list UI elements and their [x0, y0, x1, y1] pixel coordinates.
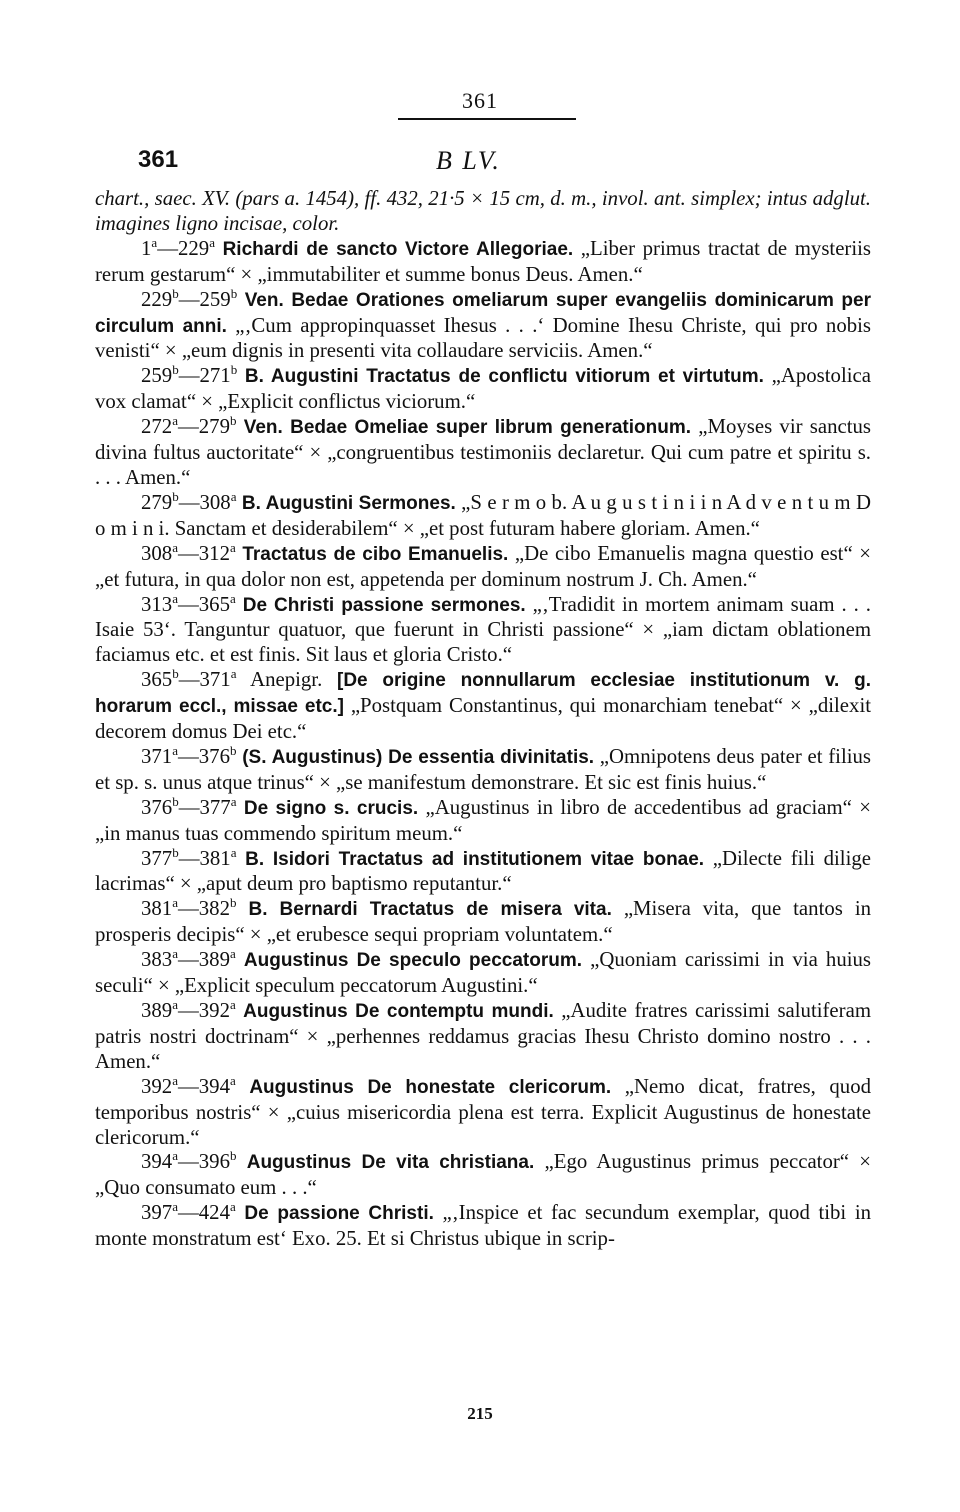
entry-number: 361 — [138, 146, 179, 173]
folio-side: a — [230, 488, 237, 504]
folio-side: b — [230, 285, 238, 301]
item-incipit-explicit: „‚Cum appropinquasset Ihesus . . .‘ Domine Ihesu Christe, qui pro nobis venisti“ × „eum dignis in presenti vita collaudare serviciis. Amen.“ — [95, 313, 871, 363]
folio-number: 389 — [198, 948, 230, 972]
range-dash: — — [178, 287, 200, 311]
folio-side: b — [229, 413, 237, 429]
folio-number: 229 — [141, 287, 173, 311]
folio-number: 376 — [141, 795, 173, 819]
contents-item — [95, 234, 871, 288]
contents-list — [95, 234, 872, 1252]
range-dash: — — [177, 948, 199, 972]
item-title: Richardi de sancto Victore Allegoriae. — [222, 238, 574, 260]
folio-range — [141, 1150, 236, 1173]
item-incipit-explicit: „Moyses vir sanctus divina fultus auctoritate“ × „congruentibus testimoniis declaretur. Qui cum patre et spiritu s. . . . Amen.“ — [95, 415, 871, 489]
item-incipit-explicit: „Liber primus tractat de mysteriis rerum gestarum“ × „immutabiliter et summe bonus Deus. Amen.“ — [95, 236, 871, 286]
item-title: Ven. Bedae Omeliae super librum generationum. — [243, 417, 692, 439]
item-title: Augustinus De vita christiana. — [246, 1152, 535, 1174]
folio-side: a — [172, 997, 178, 1013]
contents-item — [95, 668, 871, 745]
folio-range — [141, 1201, 236, 1224]
contents-item — [95, 415, 871, 491]
item-title: B. Augustini Tractatus de conflictu vitiorum et virtutum. — [244, 366, 764, 388]
item-title: De Christi passione sermones. — [242, 594, 526, 616]
item-title: De passione Christi. — [244, 1203, 434, 1225]
item-title: Tractatus de cibo Emanuelis. — [242, 543, 509, 565]
folio-number: 381 — [199, 846, 231, 870]
range-dash: — — [177, 999, 199, 1022]
range-dash: — — [178, 364, 200, 388]
folio-number: 394 — [198, 1074, 230, 1098]
folio-number: 377 — [141, 846, 173, 870]
folio-range — [141, 285, 238, 311]
folio-side: b — [172, 362, 179, 378]
item-title: B. Isidori Tractatus ad institutionem vitae bonae. — [245, 848, 705, 870]
contents-item — [95, 999, 871, 1075]
item-incipit-explicit: „Audite fratres carissimi salutiferam patris nostri doctrinam“ × „perhennes reddamus gracias Ihesu Christo domino nostro . . . Amen.“ — [95, 999, 871, 1073]
folio-range — [141, 668, 236, 691]
range-dash: — — [178, 668, 200, 692]
folio-side: a — [172, 413, 178, 429]
shelfmark: B LV. — [436, 146, 501, 175]
folio-number: 382 — [198, 897, 230, 921]
item-title: Augustinus De contemptu mundi. — [243, 1001, 554, 1022]
folio-number: 383 — [141, 948, 173, 972]
folio-side: b — [172, 844, 179, 860]
item-incipit-explicit: „Nemo dicat, fratres, quod temporibus nostris“ × „cuius misericordia plena est terra. Explicit Augustinus de honestate clericorum.“ — [95, 1074, 871, 1149]
item-incipit-explicit: „Misera vita, que tantos in prosperis decipis“ × „et erubesce sequi propriam voluntatem.“ — [95, 897, 871, 947]
folio-number: 308 — [141, 541, 173, 565]
range-dash: — — [177, 541, 199, 565]
folio-side: b — [229, 1148, 237, 1164]
folio-side: b — [172, 488, 179, 504]
item-incipit-explicit: „Dilecte fili dilige lacrimas“ × „aput deum pro baptismo reputantur.“ — [95, 846, 871, 896]
folio-side: a — [229, 590, 236, 606]
folio-number: 397 — [141, 1201, 173, 1225]
folio-number: 371 — [199, 668, 231, 692]
folio-range — [141, 844, 237, 870]
folio-number: 271 — [199, 364, 231, 388]
folio-number: 392 — [198, 999, 230, 1022]
page-number: 215 — [467, 1404, 493, 1423]
folio-side: a — [172, 1148, 178, 1164]
range-dash: — — [177, 897, 199, 921]
folio-side: b — [172, 666, 179, 682]
folio-number: 1 — [141, 236, 152, 260]
contents-item — [95, 488, 872, 542]
item-prefix: Anepigr. — [236, 668, 337, 692]
item-title: B. Augustini Sermones. — [241, 492, 456, 514]
range-dash: — — [177, 1074, 199, 1098]
folio-side: a — [230, 844, 237, 860]
item-incipit-explicit: „Apostolica vox clamat“ × „Explicit conflictus viciorum.“ — [95, 364, 871, 414]
range-dash: — — [178, 846, 200, 870]
item-title: (S. Augustinus) De essentia divinitatis. — [242, 746, 595, 768]
folio-side: a — [209, 234, 215, 250]
folio-range — [141, 590, 236, 616]
folio-number: 371 — [141, 744, 173, 768]
folio-range — [141, 948, 236, 971]
contents-item — [95, 844, 871, 898]
folio-side: a — [172, 895, 178, 911]
item-incipit-explicit: „Omnipotens deus pater et filius et sp. s. unus atque trinus“ × „se manifestum demonstrare. Et sic est finis huius.“ — [95, 744, 871, 794]
contents-item — [95, 897, 871, 948]
folio-number: 313 — [141, 592, 173, 616]
folio-side: a — [151, 234, 158, 250]
folio-side: b — [230, 362, 238, 378]
folio-side: b — [229, 743, 237, 759]
contents-item — [95, 590, 871, 669]
range-dash: — — [177, 744, 199, 768]
folio-side: a — [229, 946, 236, 962]
folio-range — [141, 415, 236, 438]
folio-side: a — [229, 997, 236, 1013]
running-head: 361 — [462, 88, 498, 113]
item-title: [De origine nonnullarum ecclesiae institutionum v. g. horarum eccl., missae etc.] — [95, 670, 872, 718]
folio-side: a — [229, 539, 236, 555]
folio-side: a — [172, 1199, 178, 1215]
folio-number: 272 — [141, 415, 173, 439]
contents-item — [95, 539, 871, 593]
item-incipit-explicit: „Postquam Constantinus, qui monarchiam tenebat“ × „dilexit decorem domus Dei etc.“ — [95, 694, 871, 744]
folio-side: a — [172, 590, 178, 606]
folio-number: 376 — [198, 744, 230, 768]
folio-number: 389 — [141, 999, 173, 1022]
folio-range — [141, 539, 236, 565]
folio-number: 365 — [198, 592, 230, 616]
range-dash: — — [178, 795, 200, 819]
range-dash: — — [157, 236, 178, 260]
item-incipit-explicit: „‚Tradidit in mortem animam suam . . . Isaie 53‘. Tanguntur quatuor, que fuerunt in Christi passione“ × „iam dictam oblationem faciamus etc. et est finis. Sit laus et gloria Cristo.“ — [95, 592, 871, 667]
range-dash: — — [177, 1150, 199, 1174]
folio-side: a — [172, 743, 178, 759]
item-incipit-explicit: „‚Inspice et fac secundum exemplar, quod tibi in monte monstratum est‘ Exo. 25. Et si Christus ubique in scrip- — [95, 1201, 871, 1251]
header-rule — [398, 118, 576, 120]
item-title: De signo s. crucis. — [243, 797, 419, 819]
folio-side: a — [172, 1072, 178, 1088]
item-incipit-explicit: „Quoniam carissimi in via huius seculi“ × „Explicit speculum peccatorum Augustini.“ — [95, 948, 871, 998]
folio-range — [141, 364, 237, 387]
folio-number: 396 — [198, 1150, 230, 1174]
folio-side: b — [172, 793, 179, 809]
folio-number: 308 — [199, 490, 231, 514]
folio-range — [141, 793, 237, 819]
folio-side: a — [230, 793, 237, 809]
folio-side: a — [229, 1199, 236, 1215]
contents-item — [95, 285, 871, 365]
folio-range — [141, 234, 215, 260]
folio-number: 424 — [198, 1201, 230, 1225]
folio-side: a — [172, 946, 178, 962]
folio-number: 279 — [198, 415, 230, 439]
contents-item — [95, 948, 871, 999]
folio-side: a — [172, 539, 178, 555]
folio-range — [141, 488, 237, 514]
item-incipit-explicit: „De cibo Emanuelis magna questio est“ × „et futura, in qua dolor non est, appetenda per dominum nostrum J. Ch. Amen.“ — [95, 541, 871, 591]
folio-side: b — [172, 285, 179, 301]
item-title: Ven. Bedae Orationes omeliarum super evangeliis dominicarum per circulum anni. — [95, 289, 871, 337]
contents-item — [95, 1072, 871, 1151]
item-title: Augustinus De honestate clericorum. — [249, 1076, 612, 1098]
folio-range — [141, 1072, 236, 1098]
contents-item — [95, 745, 871, 796]
folio-range — [141, 897, 236, 920]
folio-number: 229 — [177, 236, 210, 260]
range-dash: — — [178, 490, 200, 514]
folio-side: a — [229, 1072, 236, 1088]
entry-body — [95, 187, 871, 1252]
folio-side: a — [230, 666, 237, 682]
item-title: B. Bernardi Tractatus de misera vita. — [248, 899, 612, 921]
folio-number: 392 — [141, 1074, 173, 1098]
contents-item — [95, 1201, 871, 1252]
item-incipit-explicit: „Augustinus in libro de accedentibus ad graciam“ × „in manus tuas commendo spiritum meum.“ — [95, 795, 871, 845]
range-dash: — — [177, 592, 199, 616]
item-title: Augustinus De speculo peccatorum. — [243, 950, 583, 972]
manuscript-description: chart., saec. XV. (pars a. 1454), ff. 432, 21·5 × 15 cm, d. m., invol. ant. simplex; intus adglut. imagines ligno incisae, color. — [95, 187, 871, 235]
contents-item — [95, 793, 871, 847]
range-dash: — — [177, 1201, 199, 1225]
folio-number: 394 — [141, 1150, 173, 1174]
item-incipit-explicit: „S e r m o b. A u g u s t i n i i n A d v e n t u m D o m i n i. Sanctam et desiderabilem“ × „et post futuram habere gloriam. Amen.“ — [95, 490, 872, 540]
item-incipit-explicit: „Ego Augustinus primus peccator“ × „Quo consumato eum . . .“ — [95, 1150, 871, 1200]
folio-number: 381 — [141, 897, 173, 921]
folio-number: 377 — [199, 795, 231, 819]
folio-number: 259 — [141, 364, 173, 388]
contents-item — [95, 364, 871, 415]
folio-range — [141, 999, 236, 1022]
folio-number: 365 — [141, 668, 173, 692]
range-dash: — — [177, 415, 199, 439]
folio-number: 312 — [198, 541, 230, 565]
folio-number: 279 — [141, 490, 173, 514]
folio-range — [141, 745, 236, 768]
folio-number: 259 — [199, 287, 231, 311]
contents-item — [95, 1150, 871, 1201]
folio-side: b — [229, 895, 237, 911]
